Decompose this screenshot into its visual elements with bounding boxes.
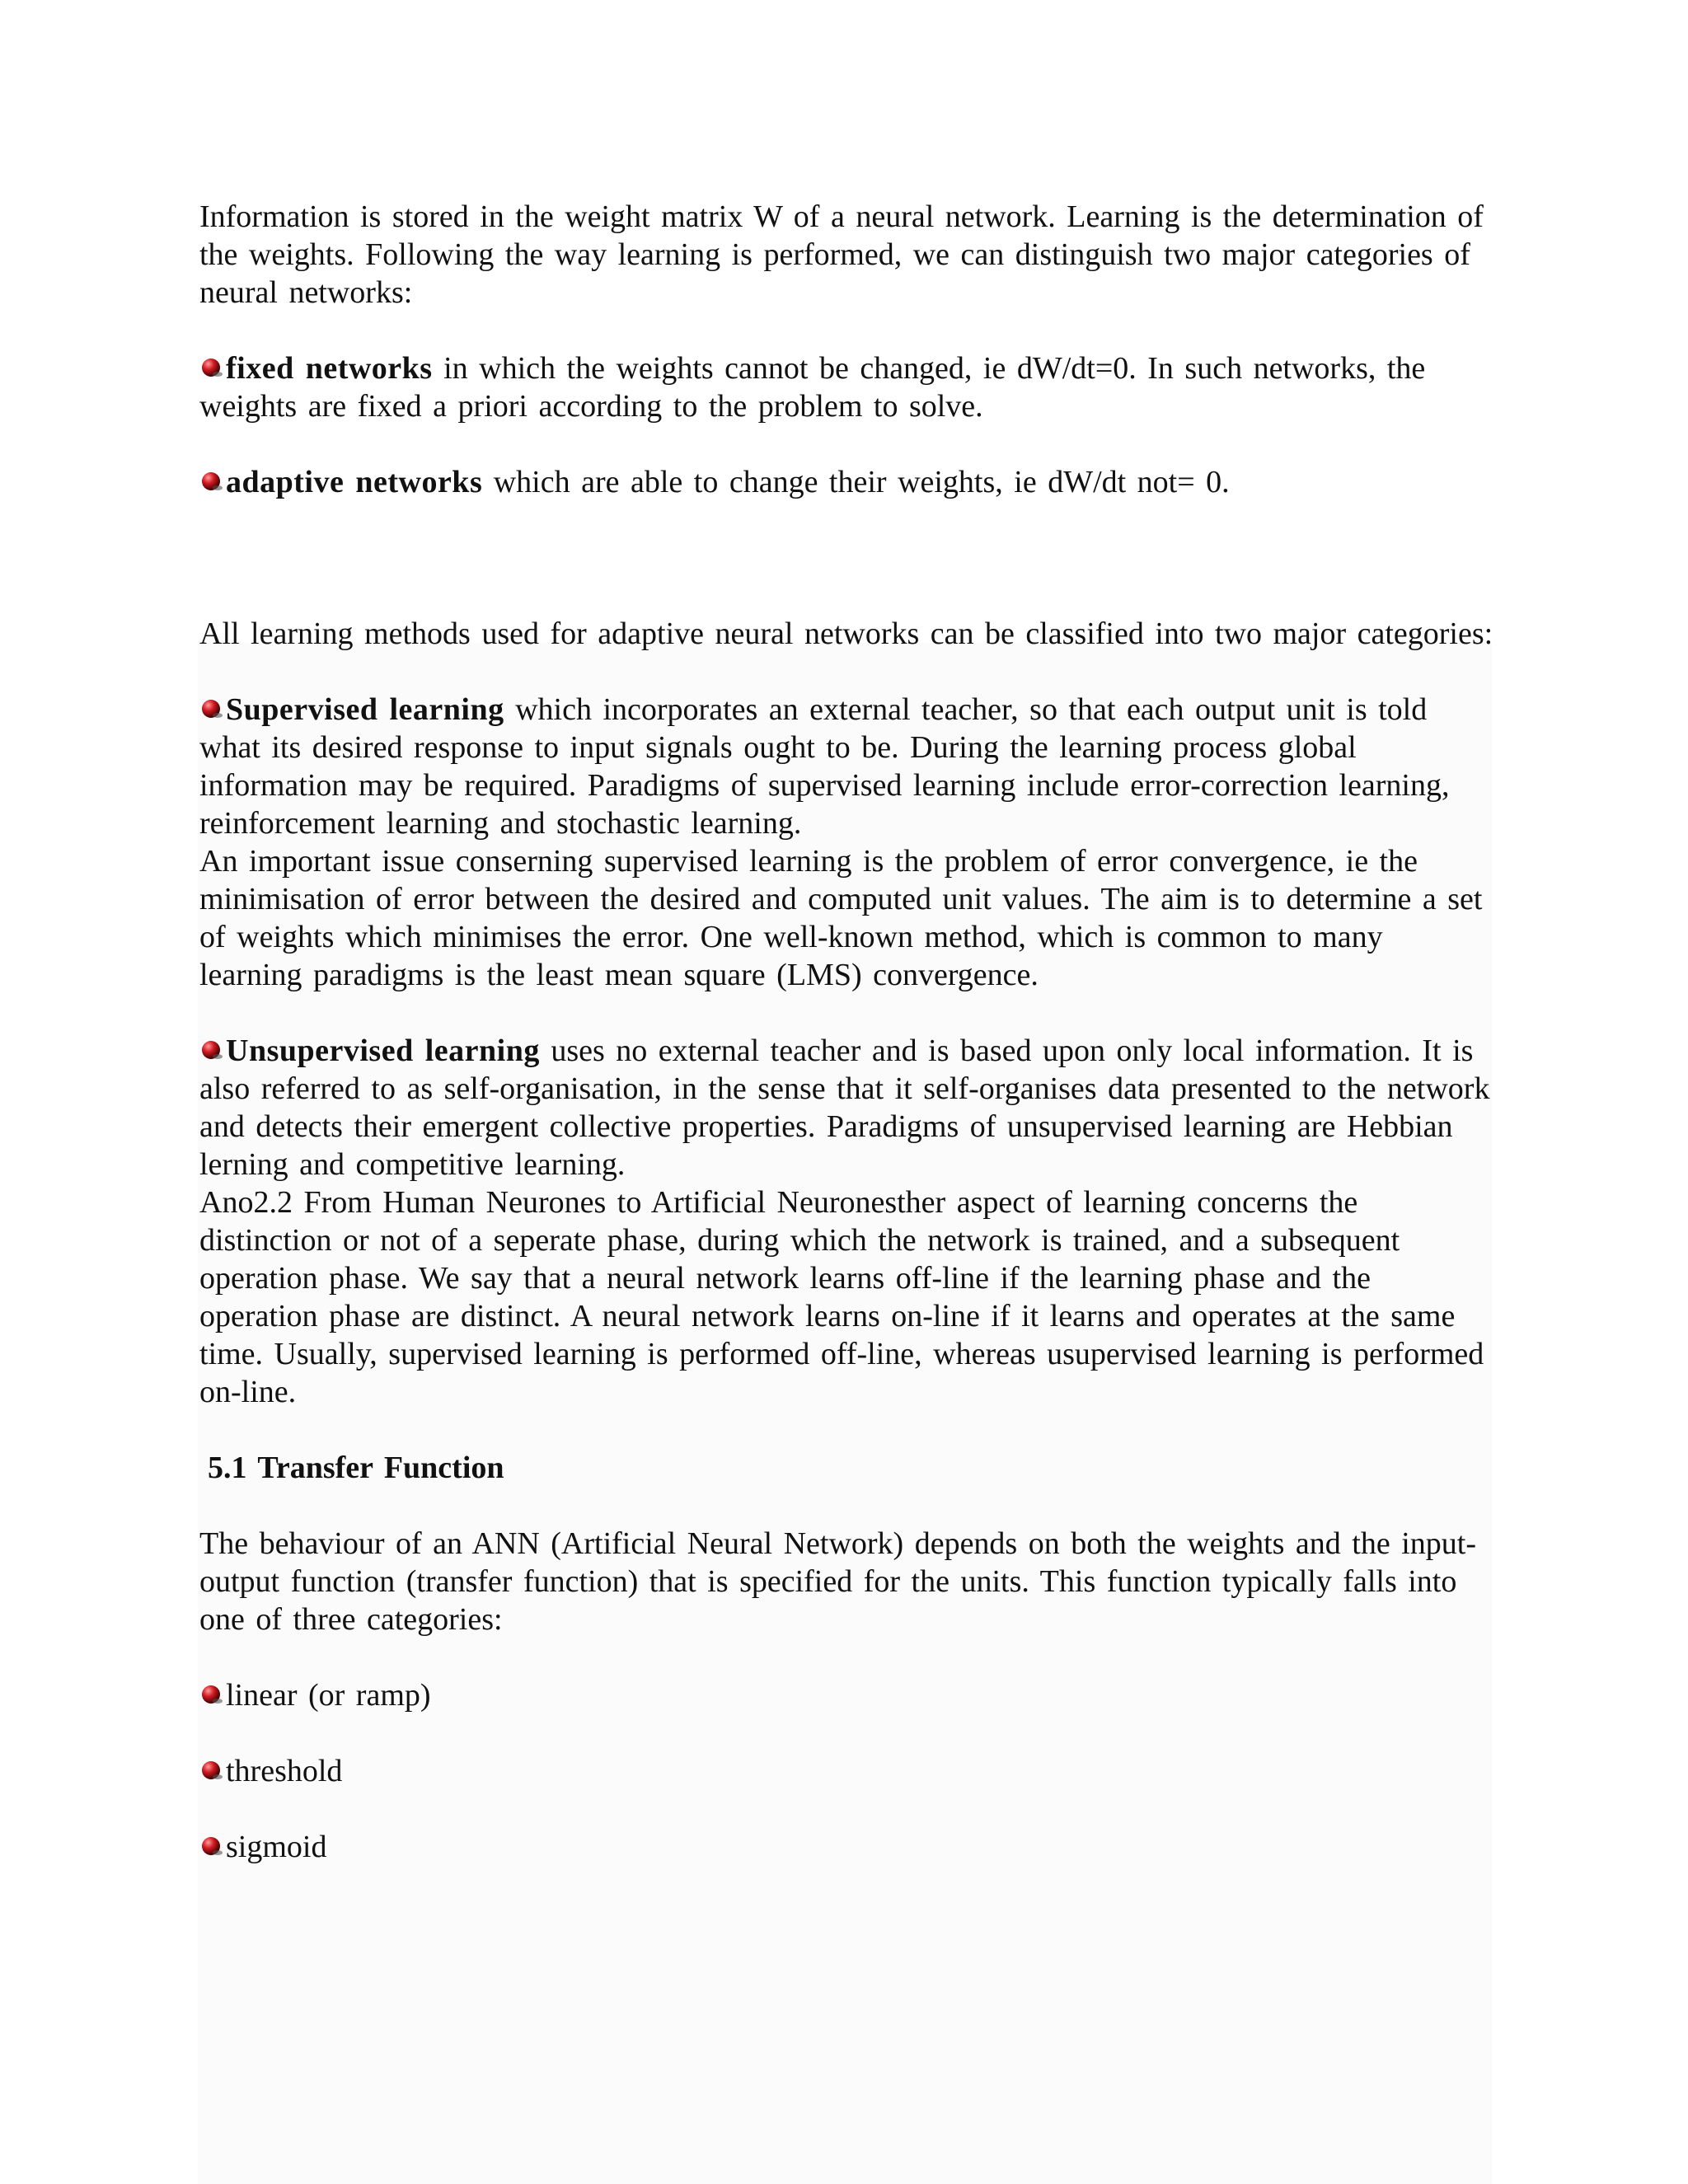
red-ball-icon	[199, 1835, 224, 1859]
category-item-threshold	[199, 1752, 1493, 1790]
category-label: sigmoid	[226, 1830, 327, 1864]
bullet-term: Supervised learning	[226, 692, 504, 727]
bullet-term: fixed networks	[226, 351, 433, 386]
red-ball-icon	[199, 470, 224, 494]
category-label: threshold	[226, 1754, 343, 1788]
category-label: linear (or ramp)	[226, 1678, 431, 1713]
section-heading: 5.1 Transfer Function	[208, 1451, 504, 1485]
bullet-text: which incorporates an external teacher, so that each output unit is told what its desired response to input signals ought to be. During the learning process global information may be required. Paradigms of supervised learning include error-correction learning, reinforcement learning and stochastic learning.	[199, 692, 1450, 841]
bullet-term: adaptive networks	[226, 465, 483, 499]
bullet-adaptive-networks	[199, 463, 1493, 501]
document-body	[199, 198, 1493, 1866]
unsupervised-detail-paragraph: Ano2.2 From Human Neurones to Artificial Neuronesther aspect of learning concerns the distinction or not of a seperate phase, during which the network is trained, and a subsequent operation phase. We say that a neural network learns off-line if the learning phase and the operation phase are distinct. A neural network learns on-line if it learns and operates at the same time. Usually, supervised learning is performed off-line, whereas usupervised learning is performed on-line.	[199, 1185, 1484, 1409]
bullet-unsupervised-learning	[199, 1032, 1493, 1183]
red-ball-icon	[199, 1038, 224, 1063]
transfer-function-paragraph: The behaviour of an ANN (Artificial Neural Network) depends on both the weights and the input-output function (transfer function) that is specified for the units. This function typically falls into one of three categories:	[199, 1526, 1476, 1637]
red-ball-icon	[199, 1683, 224, 1708]
bullet-text: uses no external teacher and is based upon only local information. It is also referred to as self-organisation, in the sense that it self-organises data presented to the network and detects their emergent collective properties. Paradigms of unsupervised learning are Hebbian lerning and competitive learning.	[199, 1033, 1490, 1182]
red-ball-icon	[199, 1759, 224, 1783]
bullet-term: Unsupervised learning	[226, 1033, 540, 1068]
supervised-detail-paragraph: An important issue conserning supervised learning is the problem of error convergence, ie the minimisation of error between the desired and computed unit values. The aim is to determine a set of weights which minimises the error. One well-known method, which is common to many learning paradigms is the least mean square (LMS) convergence.	[199, 844, 1483, 992]
intro-paragraph: Information is stored in the weight matrix W of a neural network. Learning is the determination of the weights. Following the way learning is performed, we can distinguish two major categories of neural networks:	[199, 199, 1484, 310]
bullet-fixed-networks	[199, 349, 1493, 425]
category-item-sigmoid	[199, 1828, 1493, 1866]
category-item-linear	[199, 1676, 1493, 1714]
bullet-text: which are able to change their weights, ie dW/dt not= 0.	[482, 465, 1230, 499]
bullet-text: in which the weights cannot be changed, ie dW/dt=0. In such networks, the weights are fixed a priori according to the problem to solve.	[199, 351, 1426, 424]
bullet-supervised-learning	[199, 691, 1493, 842]
red-ball-icon	[199, 356, 224, 381]
red-ball-icon	[199, 697, 224, 722]
methods-intro-paragraph: All learning methods used for adaptive neural networks can be classified into two major categories:	[199, 616, 1493, 651]
